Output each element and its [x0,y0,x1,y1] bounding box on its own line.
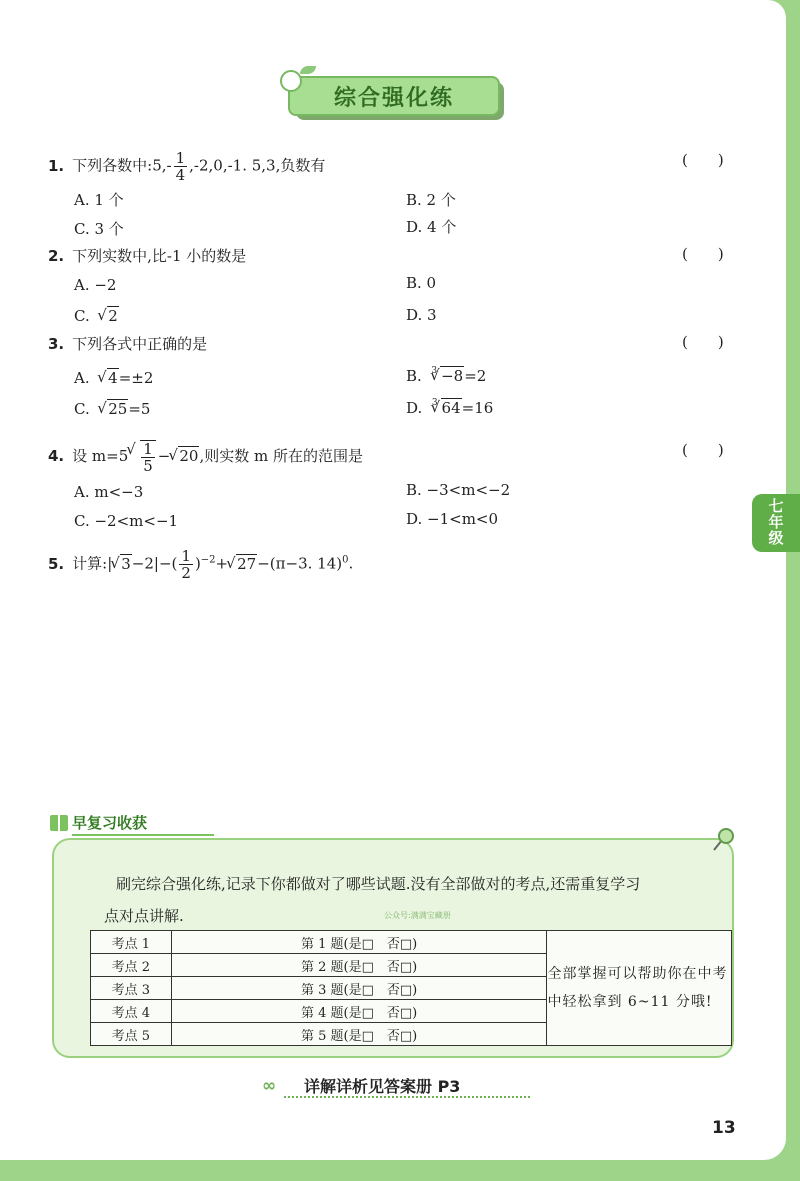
answer-cell[interactable]: 第 5 题(是□ 否□) [171,1023,547,1046]
question-number: 2. [48,247,65,265]
answer-cell[interactable]: 第 2 题(是□ 否□) [171,954,547,977]
review-instruction: 刷完综合强化练,记录下你都做对了哪些试题.没有全部做对的考点,还需重复学习 [116,875,641,893]
option-b[interactable]: B. 2 个 [406,191,456,209]
sqrt [99,368,119,388]
option-label: A. [74,369,90,387]
answer-cell[interactable]: 第 3 题(是□ 否□) [171,977,547,1000]
numerator: 1 [181,547,191,565]
numerator: 1 [175,149,186,167]
sqrt [228,554,257,574]
point-cell: 考点 2 [91,954,172,977]
option-a[interactable] [74,368,153,388]
option-text: =5 [128,400,151,418]
denominator: 4 [175,166,186,184]
question-5: 5. 计算:|√ 3−2|−( $\frac{1}{2}$ )$^{-2}$+√ 27−(π−3. 14)$^0$. [48,548,353,581]
pushpin-icon [710,826,736,852]
answer-paren[interactable]: ( ) [682,333,724,351]
question-text: ,则实数 m 所在的范围是 [199,447,363,465]
question-text: ,-2,0,-1. 5,3,负数有 [189,156,326,175]
footer-text: 详解详析见答案册 P3 [304,1077,461,1096]
sqrt [170,446,199,466]
point-cell: 考点 4 [91,1000,172,1023]
answer-paren[interactable]: ( ) [682,245,724,263]
question-text: 下列各数中:5,- [72,156,172,175]
review-title: 早复习收获 [72,814,148,832]
option-b[interactable]: B. 0 [406,274,437,292]
note-cell: 全部掌握可以帮助你在中考中轻松拿到 6~11 分哦! [547,931,732,1046]
option-label: D. [406,399,423,417]
review-instruction-2: 点对点讲解. [104,907,184,925]
radicand: 2 [108,307,118,325]
sqrt [128,440,158,474]
option-d[interactable] [406,398,493,421]
gift-icon [50,815,68,831]
clip-icon [280,70,302,92]
question-text: 计算:| [72,554,113,573]
fraction [174,150,188,183]
answer-cell[interactable]: 第 4 题(是□ 否□) [171,1000,547,1023]
radicand: −8 [441,367,464,385]
option-a[interactable]: A. −2 [74,276,117,294]
question-1 [48,150,325,183]
option-b[interactable]: B. −3<m<−2 [406,481,511,499]
point-cell: 考点 3 [91,977,172,1000]
numerator: √ 1 [143,440,153,458]
question-3 [48,334,207,354]
option-label: C. [74,400,90,418]
question-text: −(π−3. 14) [257,554,343,573]
answer-reference [262,1072,530,1100]
sqrt [112,554,132,574]
question-4 [48,440,363,474]
page-title: 综合强化练 [333,85,454,111]
option-c[interactable]: C. −2<m<−1 [74,512,179,530]
grade-tab[interactable] [752,494,800,552]
watermark: 公众号:满满宝藏册 [384,911,451,920]
option-b[interactable] [406,366,486,389]
option-a[interactable]: A. 1 个 [74,191,124,209]
link-icon: ∞ [262,1076,277,1096]
question-text: . [348,554,354,573]
option-c[interactable]: C. 3 个 [74,220,124,238]
question-number: 4. [48,447,65,465]
option-text: =±2 [118,369,154,387]
question-text: −2|−( [131,554,178,573]
denominator: 5 [143,457,153,475]
radicand: 27 [237,554,257,573]
question-text: 下列实数中,比-1 小的数是 [72,247,247,265]
cube-root [432,366,464,386]
option-c[interactable] [74,306,119,326]
question-text: 下列各式中正确的是 [72,335,208,353]
page-number: 13 [712,1118,736,1138]
divider [284,1096,530,1098]
fraction [179,548,193,581]
radicand: 25 [108,400,128,418]
review-heading [50,812,168,834]
option-d[interactable]: D. −1<m<0 [406,510,499,528]
option-label: B. [406,367,422,385]
cube-root [433,398,462,418]
sqrt [99,399,128,419]
grade-tab-char: 年 [768,513,784,531]
option-d[interactable]: D. 4 个 [406,218,457,236]
table-row [91,931,732,954]
question-number: 1. [48,156,65,175]
option-a[interactable]: A. m<−3 [74,483,144,501]
radicand: 20 [179,447,199,465]
radicand: 3 [121,554,131,573]
divider [72,834,214,836]
question-number: 3. [48,335,65,353]
title-banner [288,76,500,116]
fraction [140,440,156,474]
denominator: 2 [181,564,191,582]
radicand: 64 [441,399,461,417]
option-text: =2 [464,367,487,385]
answer-paren[interactable]: ( ) [682,151,724,169]
review-table [90,930,732,1046]
option-d[interactable]: D. 3 [406,306,437,324]
exponent: −2 [200,554,216,566]
question-number: 5. [48,554,65,573]
grade-tab-char: 级 [768,529,784,547]
root-index: 3 [431,398,438,408]
root-index: 3 [431,366,438,376]
answer-cell[interactable]: 第 1 题(是□ 否□) [171,931,547,954]
sqrt [99,306,119,326]
exponent: 0 [342,554,349,566]
question-text: + [215,554,229,573]
answer-paren[interactable]: ( ) [682,441,724,459]
point-cell: 考点 1 [91,931,172,954]
leaf-icon [300,66,316,74]
question-2 [48,246,246,266]
option-label: C. [74,307,90,325]
option-c[interactable] [74,399,150,419]
option-text: =16 [461,399,494,417]
radicand: 4 [108,369,118,387]
point-cell: 考点 5 [91,1023,172,1046]
review-box [52,838,734,1058]
question-text: 设 m=5 [72,447,129,465]
question-text: − [157,447,171,465]
grade-tab-char: 七 [768,497,784,515]
